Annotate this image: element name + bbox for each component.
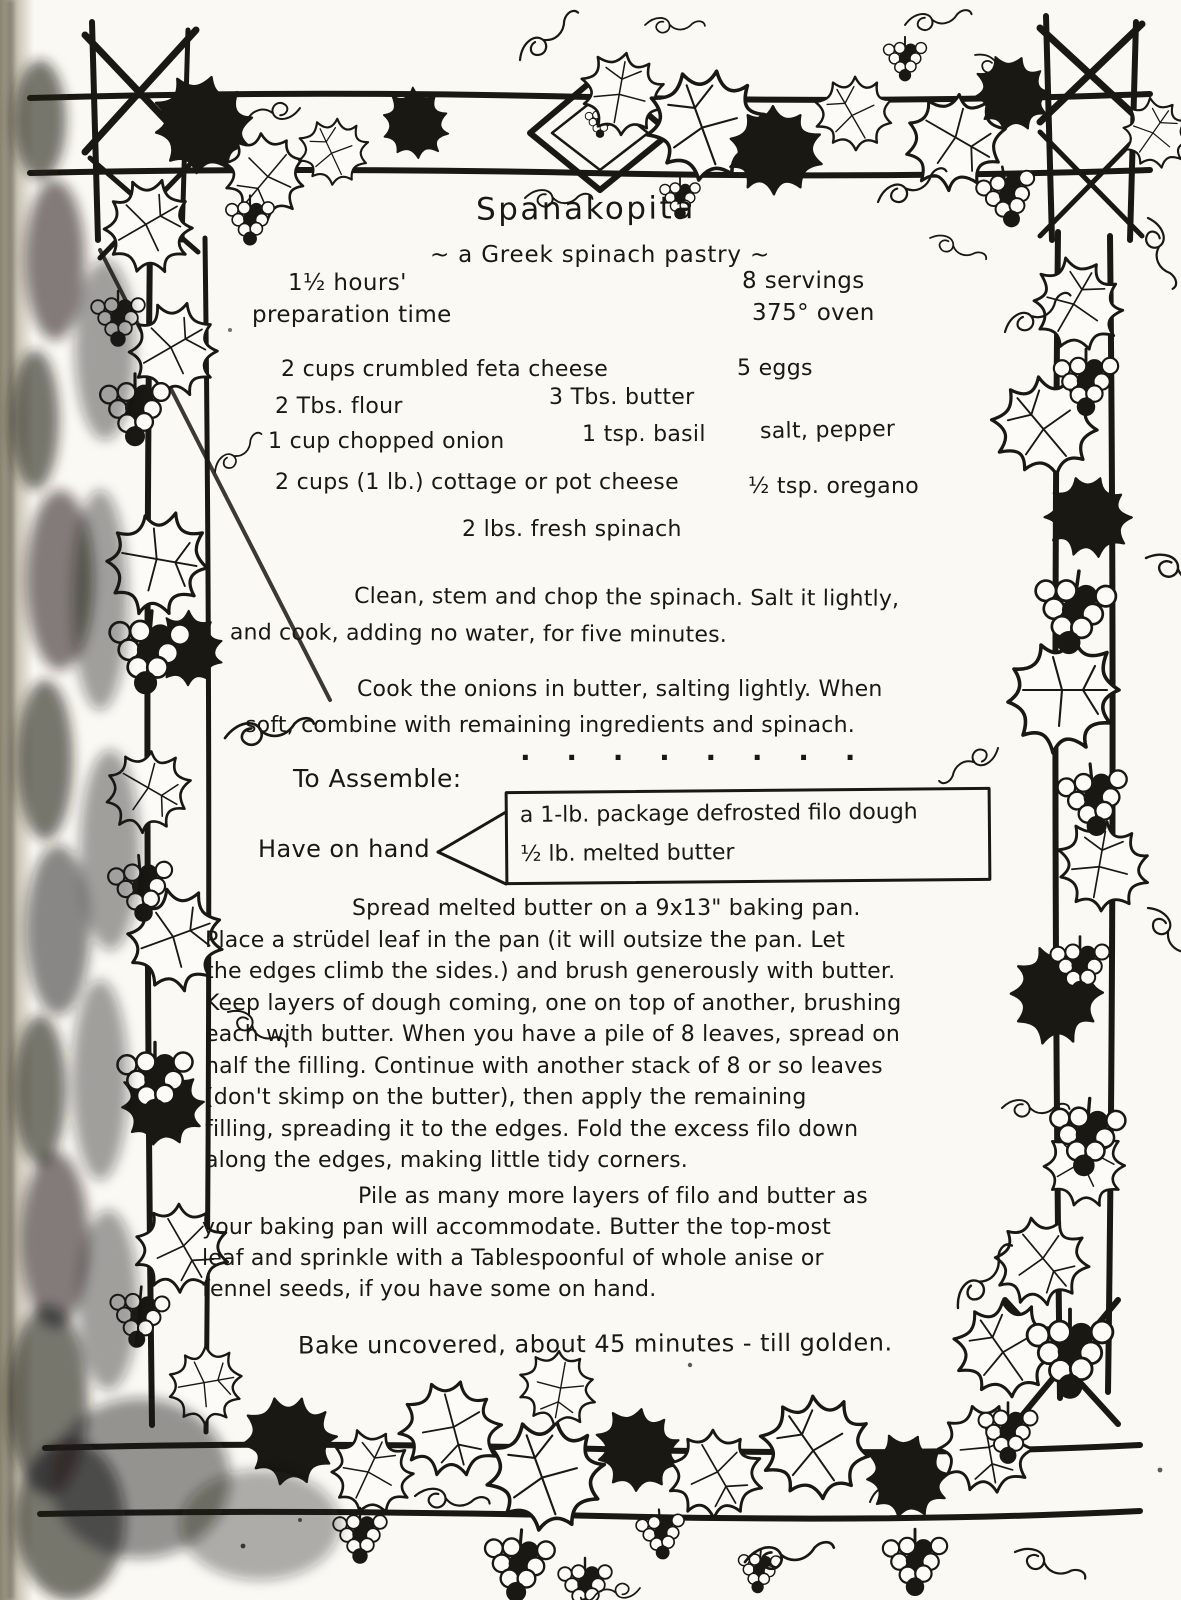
have-on-hand-box (505, 787, 992, 885)
prep-time-value: 1½ hours' (288, 270, 407, 296)
ingredient-chopped-onion: 1 cup chopped onion (268, 429, 505, 454)
ingredient-cottage-cheese: 2 cups (1 lb.) cottage or pot cheese (275, 470, 679, 495)
assemble-heading: To Assemble: (293, 764, 462, 793)
ingredient-butter: 3 Tbs. butter (549, 385, 695, 410)
servings-count: 8 servings (742, 268, 865, 294)
ingredient-basil: 1 tsp. basil (582, 422, 706, 447)
ingredient-flour: 2 Tbs. flour (275, 394, 403, 419)
prep-time-label: preparation time (252, 302, 452, 328)
ingredient-salt-pepper: salt, pepper (759, 416, 896, 445)
separator-dots: · · · · · · · · (520, 741, 869, 774)
step-paragraph-onions: Cook the onions in butter, salting lightly. When soft, combine with remaining ingredients and spinach. (245, 677, 883, 738)
recipe-subtitle: ~ a Greek spinach pastry ~ (430, 242, 771, 268)
recipe-title: Spanakopita (475, 190, 696, 228)
ingredient-feta-cheese: 2 cups crumbled feta cheese (281, 357, 609, 382)
bake-instruction: Bake uncovered, about 45 minutes - till golden. (297, 1328, 893, 1360)
ingredient-eggs: 5 eggs (737, 356, 813, 381)
box-item-melted-butter: ½ lb. melted butter (520, 840, 735, 867)
ingredient-oregano: ½ tsp. oregano (748, 474, 919, 499)
step-paragraph-layering: Spread melted butter on a 9x13" baking pan. Place a strüdel leaf in the pan (it will outsize the pan. Let the edges climb the sides.) and brush generously with butter. Keep layers of dough coming, one on top of another, brushing each with butter. When you have a pile of 8 leaves, spread on half the filling. Continue with another stack of 8 or so leaves (don't skimp on the butter), then apply the remaining filling, spreading it to the edges. Fold the excess filo down along the edges, making little tidy corners. (205, 896, 902, 1173)
oven-temperature: 375° oven (752, 300, 875, 326)
have-on-hand-label: Have on hand (258, 835, 431, 863)
step-paragraph-topping: Pile as many more layers of filo and butter as your baking pan will accommodate. Butter the top-most leaf and sprinkle with a Tablespoonful of whole anise or fennel seeds, if you have some on hand. (202, 1184, 868, 1302)
step-paragraph-spinach: Clean, stem and chop the spinach. Salt it lightly, and cook, adding no water, for five minutes. (229, 583, 900, 648)
ingredient-fresh-spinach: 2 lbs. fresh spinach (462, 517, 682, 542)
box-item-filo-dough: a 1-lb. package defrosted filo dough (519, 799, 918, 828)
